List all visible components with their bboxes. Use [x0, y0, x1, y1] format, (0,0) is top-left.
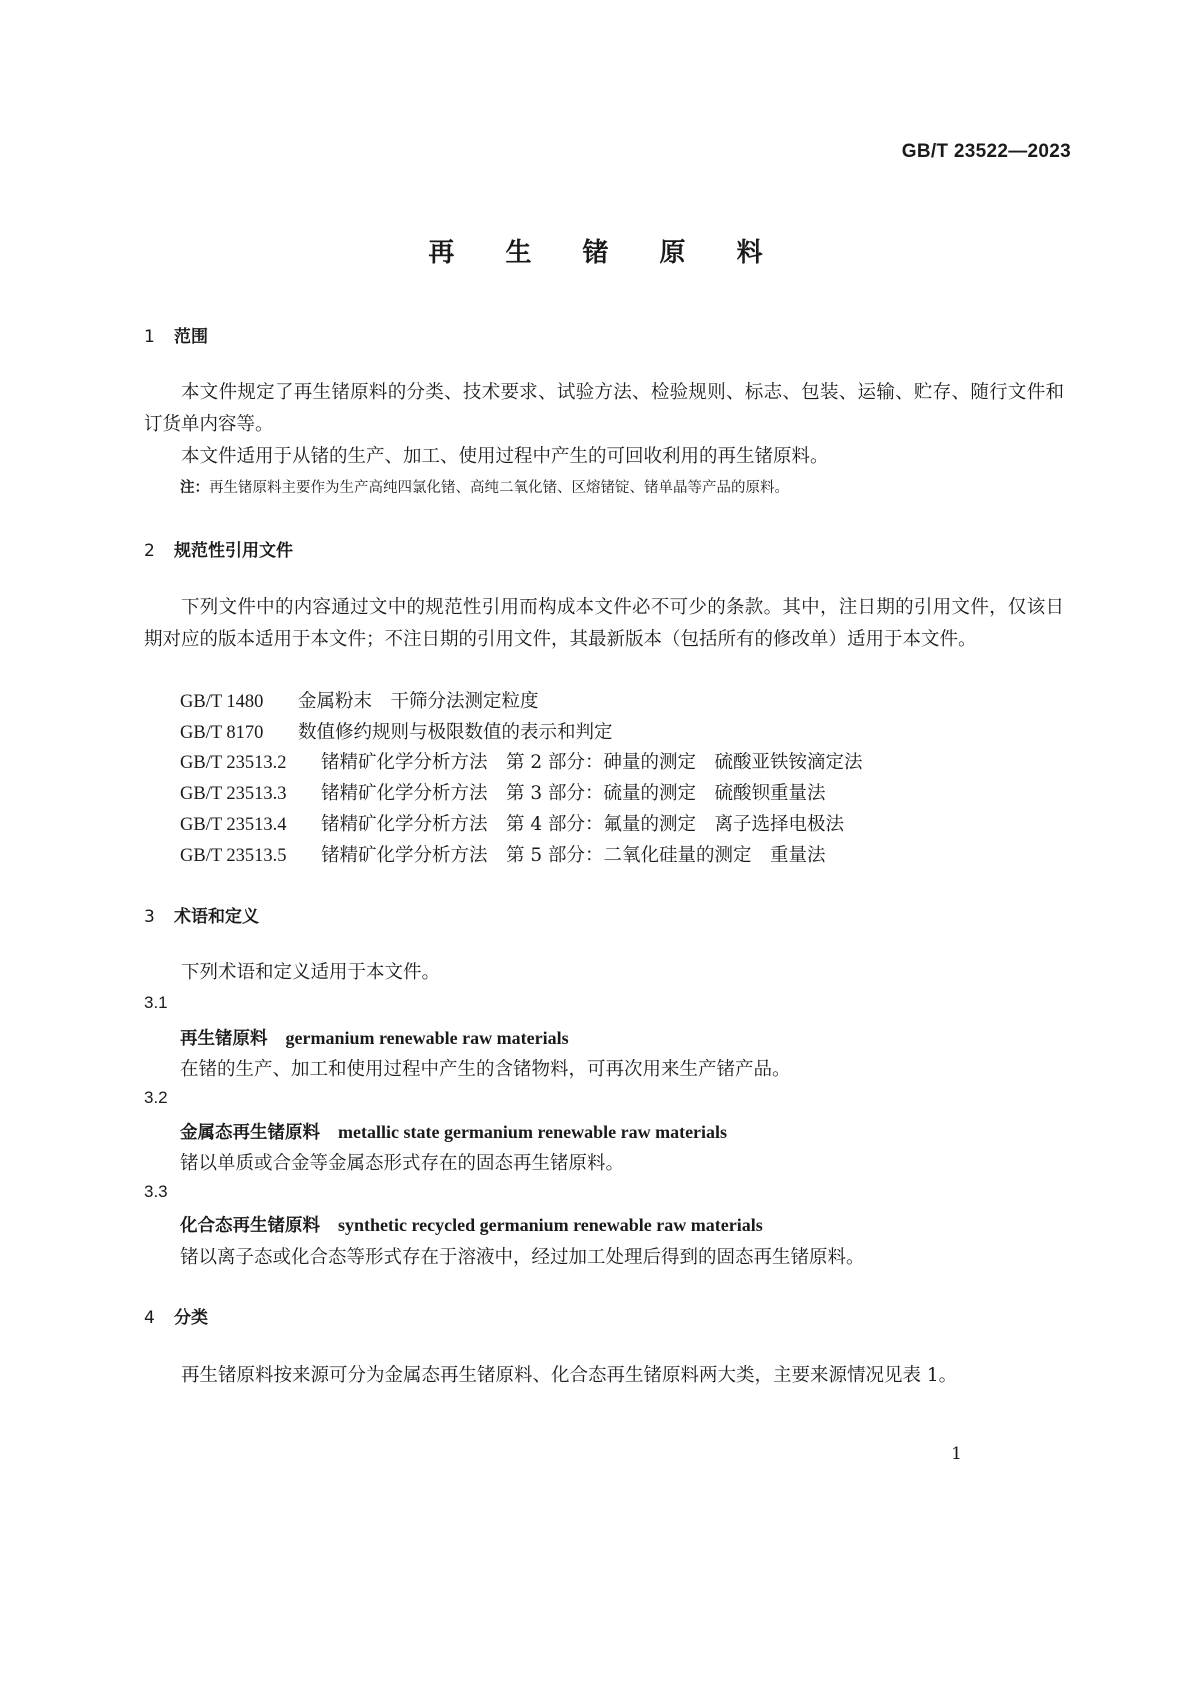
section-title: 分类 [174, 1308, 208, 1328]
classification-paragraph-1: 再生锗原料按来源可分为金属态再生锗原料、化合态再生锗原料两大类，主要来源情况见表 1。 [181, 1365, 958, 1386]
reference-title: 锗精矿化学分析方法 第 2 部分：砷量的测定 硫酸亚铁铵滴定法 [321, 752, 863, 773]
reference-code: GB/T 23513.4 [180, 815, 287, 835]
scope-note [180, 476, 789, 497]
reference-item [180, 687, 539, 713]
clause-number: 3.2 [144, 1088, 168, 1107]
section-3-heading [144, 902, 259, 927]
reference-item [180, 841, 826, 867]
reference-code: GB/T 8170 [180, 723, 264, 743]
document-title: 再 生 锗 原 料 [428, 238, 784, 268]
term-entry [180, 1212, 763, 1237]
reference-title: 锗精矿化学分析方法 第 4 部分：氟量的测定 离子选择电极法 [321, 814, 845, 835]
term-chinese: 再生锗原料 [180, 1029, 268, 1049]
term-definition: 锗以单质或合金等金属态形式存在的固态再生锗原料。 [180, 1153, 625, 1174]
scope-paragraph-1: 本文件规定了再生锗原料的分类、技术要求、试验方法、检验规则、标志、包装、运输、贮存、随行文件和订货单内容等。 [144, 382, 1064, 435]
section-2-heading [144, 536, 293, 561]
note-text: 再生锗原料主要作为生产高纯四氯化锗、高纯二氧化锗、区熔锗锭、锗单晶等产品的原料。 [209, 480, 789, 496]
reference-title: 金属粉末 干筛分法测定粒度 [298, 691, 539, 712]
term-chinese: 化合态再生锗原料 [180, 1216, 320, 1236]
term-entry [180, 1025, 569, 1050]
term-english: metallic state germanium renewable raw materials [338, 1122, 728, 1142]
reference-title: 锗精矿化学分析方法 第 3 部分：硫量的测定 硫酸钡重量法 [321, 783, 826, 804]
section-1-heading [144, 322, 208, 347]
section-title: 范围 [174, 327, 208, 347]
reference-item [180, 748, 863, 774]
reference-item [180, 718, 613, 744]
term-english: synthetic recycled germanium renewable raw materials [338, 1215, 763, 1235]
reference-item [180, 810, 844, 836]
section-title: 术语和定义 [174, 907, 259, 927]
reference-code: GB/T 23513.3 [180, 784, 287, 804]
section-number: 1 [144, 327, 155, 347]
term-chinese: 金属态再生锗原料 [180, 1123, 320, 1143]
terms-intro: 下列术语和定义适用于本文件。 [181, 962, 441, 983]
scope-paragraph-2: 本文件适用于从锗的生产、加工、使用过程中产生的可回收利用的再生锗原料。 [181, 446, 829, 467]
reference-title: 锗精矿化学分析方法 第 5 部分：二氧化硅量的测定 重量法 [321, 845, 826, 866]
term-definition: 锗以离子态或化合态等形式存在于溶液中，经过加工处理后得到的固态再生锗原料。 [180, 1247, 865, 1268]
reference-title: 数值修约规则与极限数值的表示和判定 [298, 722, 613, 743]
section-4-heading [144, 1303, 208, 1328]
reference-item [180, 779, 826, 805]
reference-code: GB/T 23513.5 [180, 846, 287, 866]
clause-number: 3.3 [144, 1182, 168, 1201]
clause-number: 3.1 [144, 993, 168, 1012]
standard-code: GB/T 23522—2023 [901, 141, 1071, 162]
reference-code: GB/T 23513.2 [180, 753, 287, 773]
refs-paragraph-1: 下列文件中的内容通过文中的规范性引用而构成本文件必不可少的条款。其中，注日期的引用文件，仅该日期对应的版本适用于本文件；不注日期的引用文件，其最新版本（包括所有的修改单）适用于本文件。 [144, 597, 1064, 650]
term-definition: 在锗的生产、加工和使用过程中产生的含锗物料，可再次用来生产锗产品。 [180, 1059, 791, 1080]
term-entry [180, 1119, 727, 1144]
reference-code: GB/T 1480 [180, 692, 264, 712]
note-label: 注： [180, 480, 209, 496]
page-number: 1 [951, 1444, 962, 1464]
term-english: germanium renewable raw materials [285, 1028, 569, 1048]
section-number: 2 [144, 541, 155, 561]
section-number: 4 [144, 1308, 155, 1328]
section-title: 规范性引用文件 [174, 541, 293, 561]
section-number: 3 [144, 907, 155, 927]
